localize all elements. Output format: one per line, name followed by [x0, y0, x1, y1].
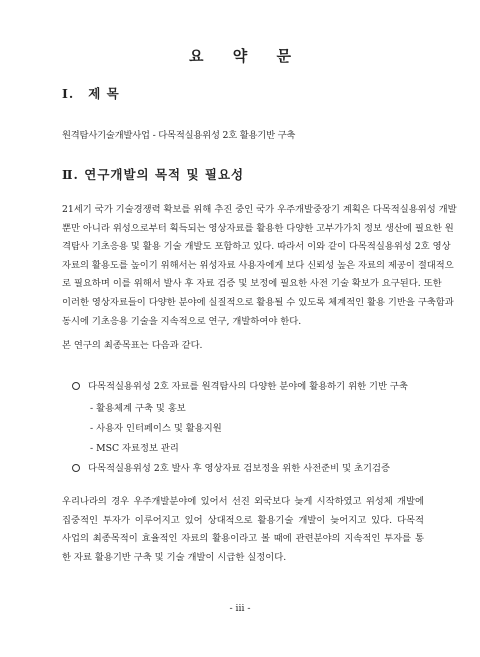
goal-item — [72, 378, 408, 392]
paragraph-line: 자료의 활용도를 높이기 위해서는 위성자료 사용자에게 보다 신뢰성 높은 자료의 제공이 절대적으 — [62, 259, 454, 271]
section-label: 제 목 — [88, 86, 120, 101]
section-heading-title — [62, 84, 120, 102]
paragraph-line: 동시에 기초응용 기술을 지속적으로 연구, 개발하여야 한다. — [62, 315, 302, 327]
paragraph-line: 사업의 최종목적이 효율적인 자료의 활용이라고 볼 때에 관련분야의 지속적인 투자를 통 — [62, 533, 424, 545]
goal-sub-item: - MSC 자료정보 관리 — [90, 443, 179, 454]
goal-text: 다목적실용위성 2호 자료를 원격탐사의 다양한 분야에 활용하기 위한 기반 구축 — [88, 381, 408, 392]
page-number: - iii - — [229, 603, 251, 614]
paragraph-line: 한 자료 활용기반 구축 및 기술 개발이 시급한 실정이다. — [62, 551, 287, 563]
project-subject: 원격탐사기술개발사업 - 다목적실용위성 2호 활용기반 구축 — [62, 130, 296, 141]
paragraph-line: 뿐만 아니라 위성으로부터 획득되는 영상자료를 활용한 다양한 고부가가치 정보 생산에 필요한 원 — [62, 222, 454, 234]
paragraph-line: 집중적인 투자가 이루어지고 있어 상대적으로 활용기술 개발이 늦어지고 있다. 다목적 — [62, 514, 424, 526]
section-numeral: Ⅱ. — [62, 167, 79, 182]
paragraph-line: 우리나라의 경우 우주개발분야에 있어서 선진 외국보다 늦게 시작하였고 위성체 개발에 — [62, 496, 424, 507]
section-numeral: Ⅰ. — [62, 86, 75, 101]
paragraph-necessity — [62, 493, 424, 567]
goal-item — [72, 460, 390, 474]
goal-text: 다목적실용위성 2호 발사 후 영상자료 검보정을 위한 사전준비 및 초기검증 — [88, 463, 390, 474]
section-label: 연구개발의 목적 및 필요성 — [84, 167, 245, 182]
circle-bullet-icon — [72, 464, 80, 472]
page-title: 요 약 문 — [189, 47, 303, 65]
paragraph-line: 격탐사 기초응용 및 활용 기술 개발도 포함하고 있다. 따라서 이와 같이 다목적실용위성 2호 영상 — [62, 241, 451, 253]
goal-sub-item: - 활용체계 구축 및 홍보 — [90, 403, 186, 414]
paragraph-background — [62, 201, 457, 331]
paragraph-line: 이러한 영상자료들이 다양한 분야에 실질적으로 활용될 수 있도록 체계적인 활용 기반을 구축함과 — [62, 296, 454, 308]
goal-sub-item: - 사용자 인터페이스 및 활용지원 — [90, 423, 222, 434]
section-heading-purpose — [62, 165, 244, 183]
paragraph-goal-intro: 본 연구의 최종목표는 다음과 같다. — [62, 340, 203, 351]
circle-bullet-icon — [72, 382, 80, 390]
paragraph-line: 로 필요하며 이를 위해서 발사 후 자료 검증 및 보정에 필요한 사전 기술 확보가 요구된다. 또한 — [62, 278, 442, 290]
paragraph-line: 21세기 국가 기술경쟁력 확보를 위해 추진 중인 국가 우주개발중장기 계획은 다목적실용위성 개발 — [62, 204, 457, 215]
